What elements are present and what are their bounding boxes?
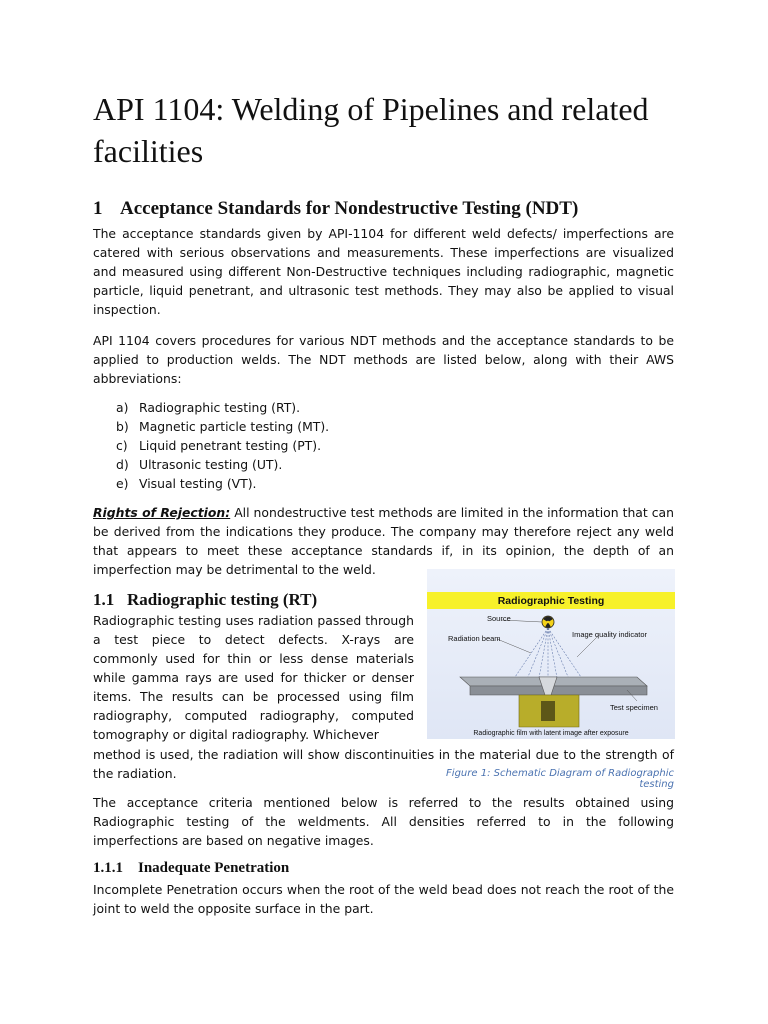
paragraph-incomplete-penetration: Incomplete Penetration occurs when the root of the weld bead does not reach the root of the joint to weld the opposite surface in the part. xyxy=(93,882,674,916)
list-marker: b) xyxy=(116,419,129,434)
label-radiographic-film: Radiographic film with latent image after exposure xyxy=(473,730,629,737)
ndt-methods-list xyxy=(116,398,516,493)
document-title: API 1104: Welding of Pipelines and related facilities xyxy=(93,91,649,169)
list-item xyxy=(116,398,516,417)
section-title: Inadequate Penetration xyxy=(138,860,290,876)
paragraph-rights-of-rejection xyxy=(93,503,674,579)
list-text: Visual testing (VT). xyxy=(139,476,257,491)
beam-leader xyxy=(497,639,531,653)
label-test-specimen: Test specimen xyxy=(610,703,658,712)
figure-banner-text: Radiographic Testing xyxy=(497,595,605,607)
figure-caption: Figure 1: Schematic Diagram of Radiographic testing xyxy=(446,768,674,790)
paragraph-radiographic-continued: method is used, the radiation will show discontinuities in the material due to the strength of the radiation. xyxy=(93,747,674,781)
test-specimen-front xyxy=(470,686,647,695)
paragraph-ndt-methods: API 1104 covers procedures for various NDT methods and the acceptance standards to be applied to production welds. The NDT methods are listed below, along with their AWS abbreviations: xyxy=(93,333,674,386)
radiation-source-icon xyxy=(542,616,554,628)
list-marker: c) xyxy=(116,438,128,453)
section-number: 1.1.1 xyxy=(93,860,123,876)
paragraph-acceptance-standards: The acceptance standards given by API-1104 for different weld defects/ imperfections are catered with serious observations and measurements. These imperfections are visualized and measured using different Non-Destructive techniques including radiographic, magnetic particle, liquid penetrant, and ultrasonic test methods. They may also be applied to visual inspection. xyxy=(93,226,674,317)
list-item xyxy=(116,474,516,493)
section-1-1-heading xyxy=(93,590,413,610)
list-text: Ultrasonic testing (UT). xyxy=(139,457,283,472)
paragraph-acceptance-criteria: The acceptance criteria mentioned below is referred to the results obtained using Radiographic testing of the weldments. All densities referred to in the following imperfections are based on negative images. xyxy=(93,795,674,848)
list-marker: a) xyxy=(116,400,129,415)
label-image-quality-indicator: Image quality indicator xyxy=(572,630,648,639)
latent-image xyxy=(541,701,555,721)
rejection-label: Rights of Rejection: xyxy=(93,505,231,520)
section-number: 1 xyxy=(93,198,103,219)
list-marker: e) xyxy=(116,476,129,491)
list-marker: d) xyxy=(116,457,129,472)
section-1-1-1-heading xyxy=(93,860,493,877)
section-title: Acceptance Standards for Nondestructive Testing (NDT) xyxy=(120,198,579,219)
label-radiation-beam: Radiation beam xyxy=(448,634,501,643)
list-item xyxy=(116,417,516,436)
list-item xyxy=(116,455,516,474)
section-title: Radiographic testing (RT) xyxy=(127,590,318,609)
list-text: Magnetic particle testing (MT). xyxy=(139,419,330,434)
rejection-text: All nondestructive test methods are limited in the information that can be derived from the indications they produce. The company may therefore reject any weld that appears to meet these acceptance standards if, in its opinion, the depth of an imperfection may be detrimental to the weld. xyxy=(93,505,674,577)
figure-diagram xyxy=(427,569,675,739)
paragraph-radiographic-intro: Radiographic testing uses radiation passed through a test piece to detect defects. X-rays are commonly used for thin or less dense materials while gamma rays are used for thicker or denser items. The results can be processed using film radiography, computed radiography, computed tomography or digital radiography. Whichever xyxy=(93,613,414,742)
label-source: Source xyxy=(487,614,511,623)
section-number: 1.1 xyxy=(93,590,115,609)
radiographic-testing-figure xyxy=(427,569,675,739)
list-text: Liquid penetrant testing (PT). xyxy=(139,438,322,453)
list-item xyxy=(116,436,516,455)
list-text: Radiographic testing (RT). xyxy=(139,400,301,415)
section-1-heading xyxy=(93,198,693,220)
